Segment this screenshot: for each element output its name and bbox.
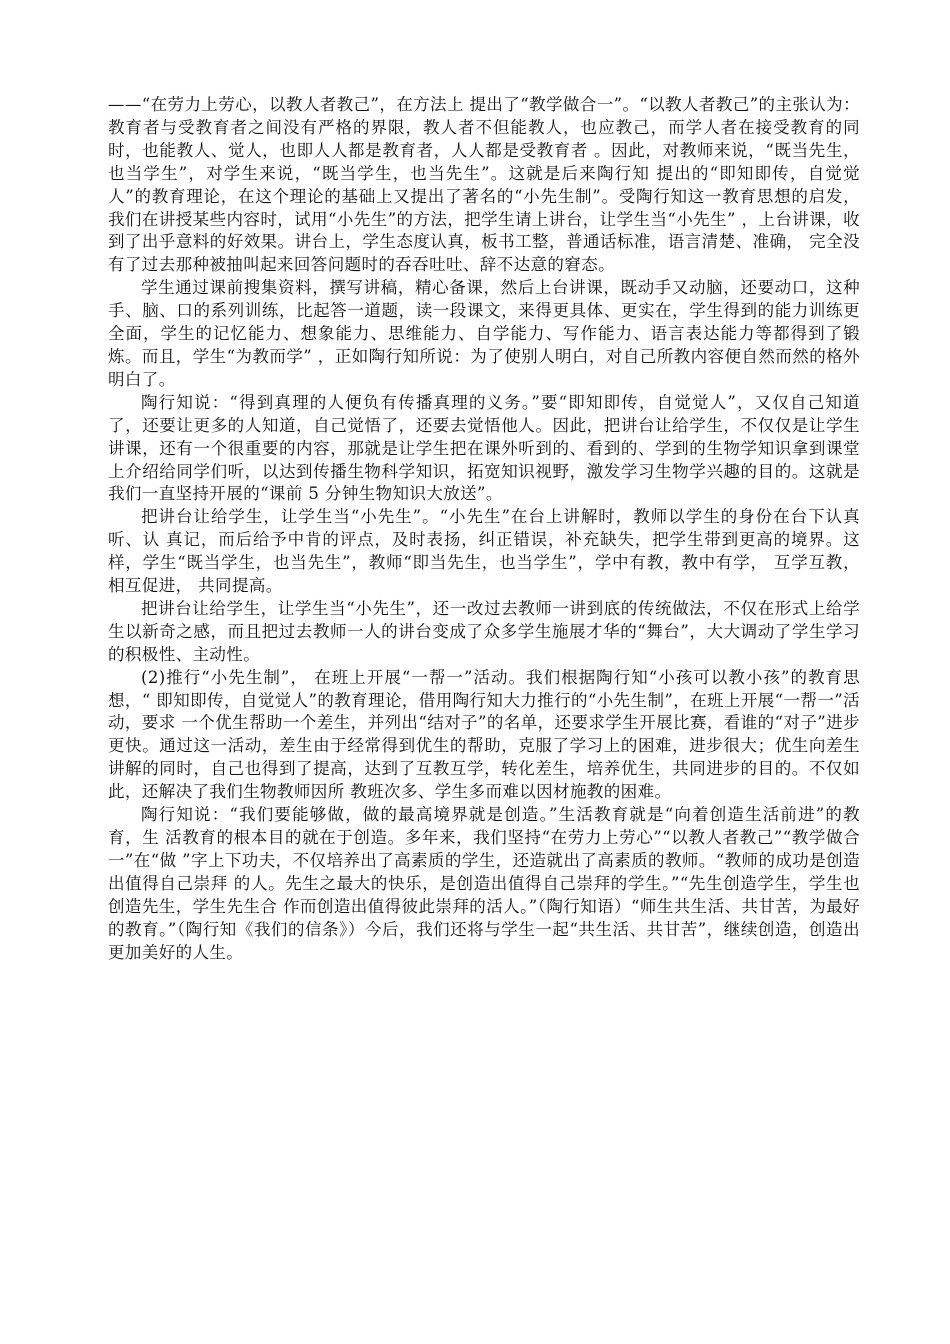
- document-page: [108, 94, 860, 964]
- paragraph-5: 把讲台让给学生，让学生当“小先生”，还一改过去教师一讲到底的传统做法，不仅在形式上给学生以新奇之感，而且把过去教师一人的讲台变成了众多学生施展才华的“舞台”，大大调动了学生学习的积极性、主动性。: [108, 598, 860, 664]
- paragraph-2: 学生通过课前搜集资料，撰写讲稿，精心备课，然后上台讲课，既动手又动脑，还要动口，这种手、脑、口的系列训练，比起答一道题，读一段课文，来得更具体、更实在，学生得到的能力训练更全面，学生的记忆能力、想象能力、思维能力、自学能力、写作能力、语言表达能力等都得到了锻炼。而且，学生“为教而学” ，正如陶行知所说：为了使别人明白，对自己所教内容便自然而然的格外明白了。: [108, 278, 860, 389]
- paragraph-1: ——“在劳力上劳心，以教人者教己”，在方法上 提出了“教学做合一”。“以教人者教己”的主张认为：教育者与受教育者之间没有严格的界限，教人者不但能教人，也应教己，而学人者在接受教育的同时，也能教人、觉人，也即人人都是教育者，人人都是受教育者 。因此，对教师来说，“既当先生，也当学生”，对学生来说，“既当学生，也当先生”。这就是后来陶行知 提出的“即知即传，自觉觉人”的教育理论，在这个理论的基础上又提出了著名的“小先生制”。受陶行知这一教育思想的启发，我们在讲授某些内容时，试用“小先生”的方法，把学生请上讲台，让学生当“小先生” ，上台讲课，收到了出乎意料的好效果。讲台上，学生态度认真，板书工整，普通话标准，语言清楚、准确， 完全没有了过去那种被抽叫起来回答问题时的吞吞吐吐、辞不达意的窘态。: [108, 95, 860, 275]
- paragraph-3: 陶行知说：“得到真理的人便负有传播真理的义务。”要“即知即传，自觉觉人”，又仅自己知道了，还要让更多的人知道，自己觉悟了，还要去觉悟他人。因此，把讲台让给学生，不仅仅是让学生讲课，还有一个很重要的内容，那就是让学生把在课外听到的、看到的、学到的生物学知识拿到课堂上介绍给同学们听，以达到传播生物科学知识，拓宽知识视野，激发学习生物学兴趣的目的。这就是我们一直坚持开展的“课前 5 分钟生物知识大放送”。: [108, 392, 860, 504]
- paragraph-4: 把讲台让给学生，让学生当“小先生”。“小先生”在台上讲解时，教师以学生的身份在台下认真听、认 真记，而后给予中肯的评点，及时表扬，纠正错误，补充缺失，把学生带到更高的境界。这样，学生“既当学生，也当先生”，教师“即当先生，也当学生”，学中有教，教中有学， 互学互教， 相互促进， 共同提高。: [108, 507, 860, 596]
- paragraph-6: (2)推行“小先生制”， 在班上开展“一帮一”活动。我们根据陶行知“小孩可以教小孩”的教育思想，“ 即知即传，自觉觉人”的教育理论，借用陶行知大力推行的“小先生制”，在班上开展“一帮一”活动，要求 一个优生帮助一个差生，并列出“结对子”的名单，还要求学生开展比赛，看谁的“对子”进步更快。通过这一活动，差生由于经常得到优生的帮助，克服了学习上的困难，进步很大；优生向差生讲解的同时，自己也得到了提高，达到了互教互学，转化差生，培养优生，共同进步的目的。不仅如此，还解决了我们生物教师因所 教班次多、学生多而难以因材施教的困难。: [108, 667, 860, 802]
- paragraph-7: 陶行知说：“我们要能够做，做的最高境界就是创造。”生活教育就是“向着创造生活前进”的教育，生 活教育的根本目的就在于创造。多年来，我们坚持“在劳力上劳心”“以教人者教己”“教学做合一”在“做 ”字上下功夫，不仅培养出了高素质的学生，还造就出了高素质的教师。“教师的成功是创造出值得自己崇拜 的人。先生之最大的快乐，是创造出值得自己崇拜的学生。”“先生创造学生，学生也创造先生，学生先生合 作而创造出值得彼此崇拜的活人。”（陶行知语）“师生共生活、共甘苦，为最好的教育。”（陶行知《我们的信条》）今后，我们还将与学生一起“共生活、共甘苦”，继续创造，创造出更加美好的人生。: [108, 805, 860, 962]
